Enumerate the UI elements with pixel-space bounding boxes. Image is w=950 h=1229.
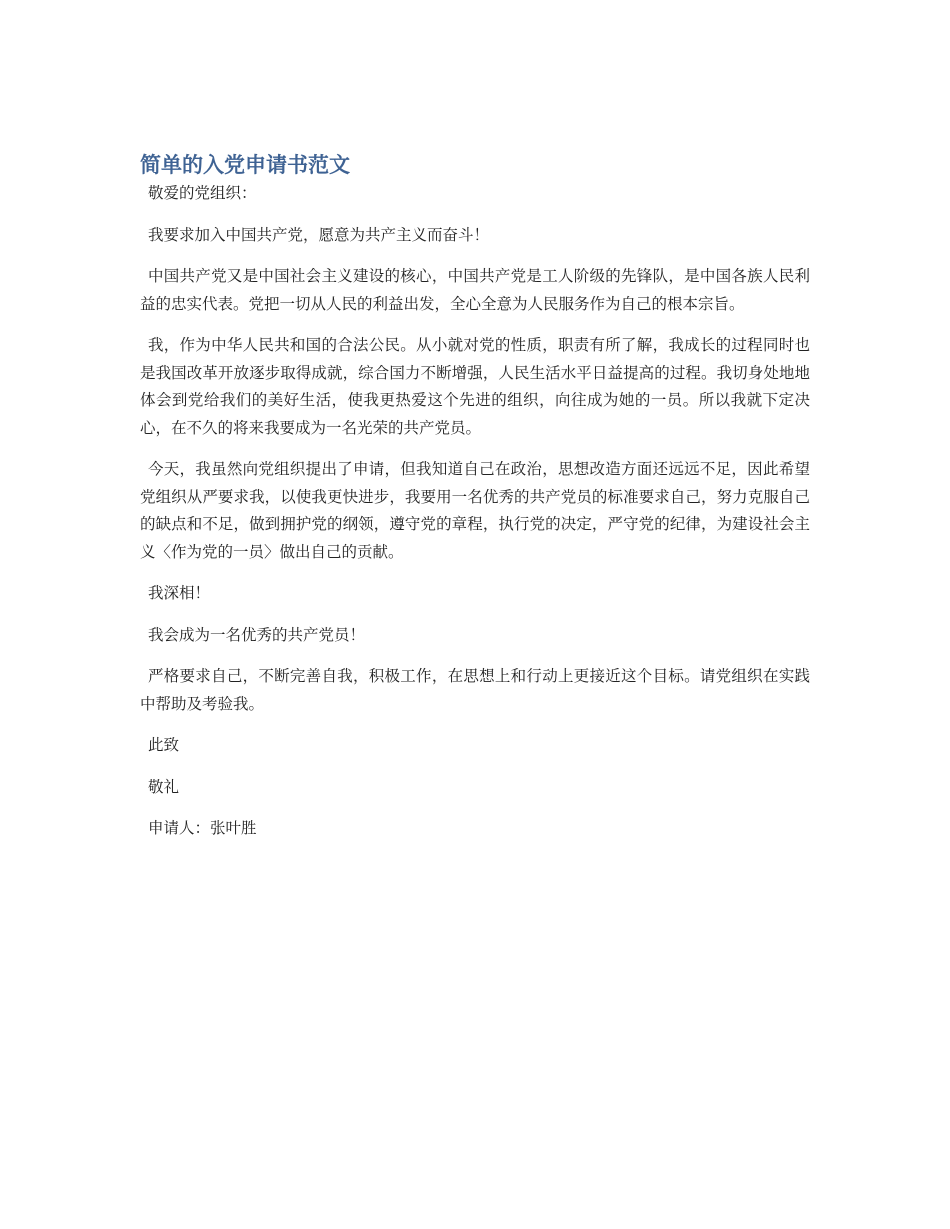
document-title: 简单的入党申请书范文	[140, 153, 350, 177]
document-body	[140, 150, 810, 857]
paragraph-believe: 我深相！	[148, 584, 211, 602]
closing-cizhi: 此致	[148, 736, 180, 754]
closing-jingli: 敬礼	[148, 777, 180, 796]
paragraph-request: 我要求加入中国共产党，愿意为共产主义而奋斗！	[148, 225, 490, 244]
paragraph-strict: 严格要求自己，不断完善自我，积极工作，在思想上和行动上更接近这个目标。请党组织在实践中帮助及考验我。	[140, 667, 810, 713]
salutation: 敬爱的党组织：	[148, 184, 257, 202]
paragraph-today: 今天，我虽然向党组织提出了申请，但我知道自己在政治，思想改造方面还远远不足，因此希望党组织从严要求我，以使我更快进步，我要用一名优秀的共产党员的标准要求自己，努力克服自己的缺点和不足，做到拥护党的纲领，遵守党的章程，执行党的决定，严守党的纪律，为建设社会主义〈作为党的一员〉做出自己的贡献。	[140, 460, 810, 561]
paragraph-party-core: 中国共产党又是中国社会主义建设的核心，中国共产党是工人阶级的先锋队，是中国各族人民利益的忠实代表。党把一切从人民的利益出发，全心全意为人民服务作为自己的根本宗旨。	[140, 267, 810, 313]
applicant-signature: 申请人：张叶胜	[148, 819, 257, 837]
paragraph-will-become: 我会成为一名优秀的共产党员！	[148, 625, 366, 644]
paragraph-citizen: 我，作为中华人民共和国的合法公民。从小就对党的性质，职责有所了解，我成长的过程同时也是我国改革开放逐步取得成就，综合国力不断增强，人民生活水平日益提高的过程。我切身处地地体会到党给我们的美好生活，使我更热爱这个先进的组织，向往成为她的一员。所以我就下定决心，在不久的将来我要成为一名光荣的共产党员。	[140, 336, 810, 437]
